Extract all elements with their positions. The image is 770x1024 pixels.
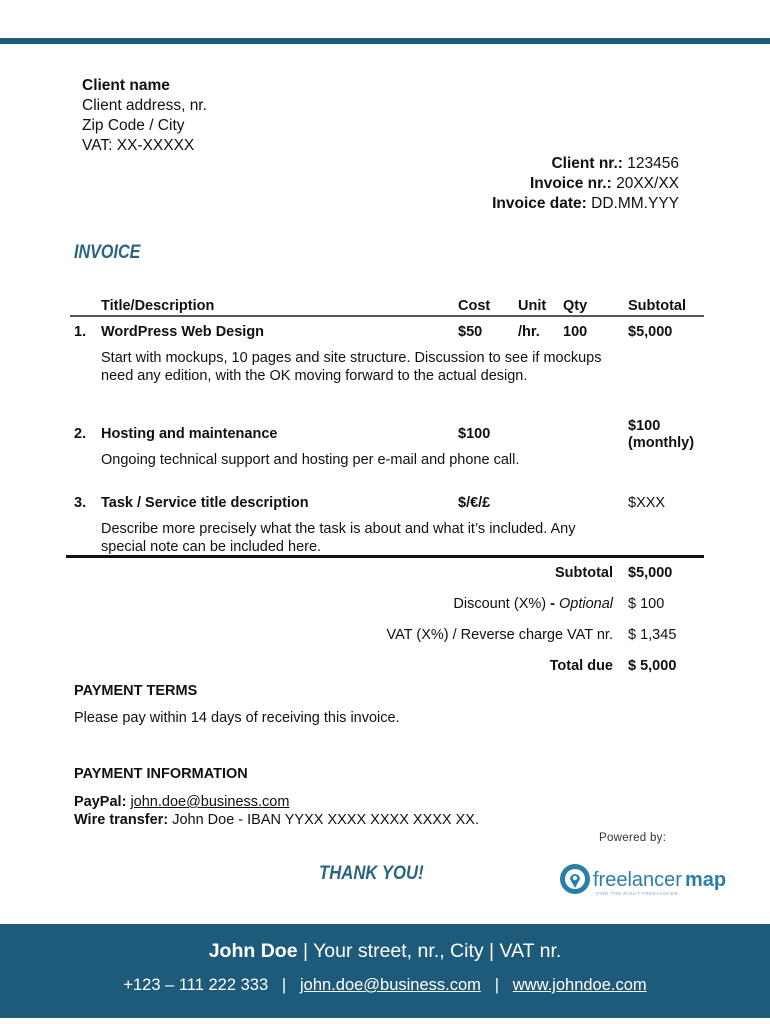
invoice-title: INVOICE	[74, 242, 141, 263]
footer-separator: |	[494, 976, 499, 994]
header-divider	[70, 315, 704, 317]
col-header-title: Title/Description	[101, 298, 215, 314]
col-header-cost: Cost	[458, 298, 491, 314]
payment-terms-heading: PAYMENT TERMS	[74, 683, 198, 699]
invoice-date-value: DD.MM.YYY	[591, 195, 679, 212]
item-cost: $/€/£	[458, 495, 491, 511]
client-zip-city: Zip Code / City	[82, 117, 185, 134]
item-number: 3.	[74, 495, 87, 511]
paypal-line	[74, 794, 289, 810]
item-number: 1.	[74, 324, 87, 340]
summary-total-label: Total due	[549, 658, 613, 674]
invoice-meta	[492, 154, 679, 214]
footer-separator: |	[281, 976, 287, 994]
invoice-date-label: Invoice date:	[492, 195, 587, 212]
table-bottom-divider	[66, 555, 704, 558]
client-address: Client address, nr.	[82, 97, 207, 114]
summary-subtotal-label: Subtotal	[555, 565, 613, 581]
item-description: Start with mockups, 10 pages and site structure. Discussion to see if mockups need any edition, with the OK moving forward to the actual design.	[101, 350, 602, 384]
footer-line-1	[0, 940, 770, 963]
footer	[0, 924, 770, 1018]
footer-address: | Your street, nr., City | VAT nr.	[297, 940, 562, 962]
client-nr-value: 123456	[627, 155, 679, 172]
summary-vat-value: $ 1,345	[628, 627, 677, 643]
client-name: Client name	[82, 77, 170, 94]
payment-info-heading: PAYMENT INFORMATION	[74, 766, 248, 782]
logo-text-free: freelancer	[593, 869, 682, 891]
powered-by: Powered by:	[599, 832, 667, 844]
summary-total-value: $ 5,000	[628, 658, 677, 674]
freelancermap-logo-graphic	[558, 862, 727, 898]
footer-line-2	[0, 976, 770, 995]
logo-text-map: map	[685, 869, 727, 891]
top-accent-bar	[0, 38, 770, 44]
paypal-email-link[interactable]: john.doe@business.com	[130, 794, 290, 810]
discount-separator: -	[546, 596, 559, 612]
item-title: WordPress Web Design	[101, 324, 265, 340]
item-subtotal: $5,000	[628, 324, 673, 340]
item-description: Ongoing technical support and hosting per e-mail and phone call.	[101, 452, 520, 468]
freelancermap-logo	[558, 862, 727, 898]
item-cost: $50	[458, 324, 483, 340]
col-header-unit: Unit	[518, 298, 547, 314]
invoice-nr-label: Invoice nr.:	[529, 175, 612, 192]
col-header-subtotal: Subtotal	[628, 298, 686, 314]
item-number: 2.	[74, 426, 87, 442]
invoice-nr-value: 20XX/XX	[616, 175, 679, 192]
client-nr-label: Client nr.:	[551, 155, 623, 172]
item-title: Task / Service title description	[101, 495, 309, 511]
payment-terms-text: Please pay within 14 days of receiving this invoice.	[74, 710, 400, 726]
paypal-label: PayPal:	[74, 794, 127, 810]
footer-website-link[interactable]: www.johndoe.com	[512, 976, 647, 994]
logo-tagline: FIND THE RIGHT FREELANCER	[596, 891, 679, 896]
summary-discount-label	[453, 596, 613, 612]
summary-vat-label: VAT (X%) / Reverse charge VAT nr.	[386, 627, 613, 643]
thank-you: THANK YOU!	[319, 863, 424, 884]
client-vat: VAT: XX-XXXXX	[82, 137, 195, 154]
footer-email-link[interactable]: john.doe@business.com	[299, 976, 481, 994]
discount-label-text: Discount (X%)	[453, 596, 547, 612]
item-subtotal-period: (monthly)	[628, 435, 695, 451]
item-title: Hosting and maintenance	[101, 426, 278, 442]
item-unit: /hr.	[518, 324, 540, 340]
client-block	[82, 76, 207, 156]
col-header-qty: Qty	[563, 298, 588, 314]
wire-line	[74, 812, 479, 828]
item-subtotal: $100	[628, 418, 661, 434]
footer-name: John Doe	[208, 940, 298, 962]
item-description: Describe more precisely what the task is about and what it’s included. Any special note can be included here.	[101, 521, 576, 555]
summary-subtotal-value: $5,000	[628, 565, 673, 581]
discount-optional: Optional	[558, 596, 613, 612]
item-cost: $100	[458, 426, 491, 442]
summary-discount-value: $ 100	[628, 596, 665, 612]
item-subtotal: $XXX	[628, 495, 666, 511]
footer-phone: +123 – 111 222 333	[123, 976, 269, 994]
item-qty: 100	[563, 324, 588, 340]
wire-value: John Doe - IBAN YYXX XXXX XXXX XXXX XX.	[172, 812, 479, 828]
wire-label: Wire transfer:	[74, 812, 169, 828]
